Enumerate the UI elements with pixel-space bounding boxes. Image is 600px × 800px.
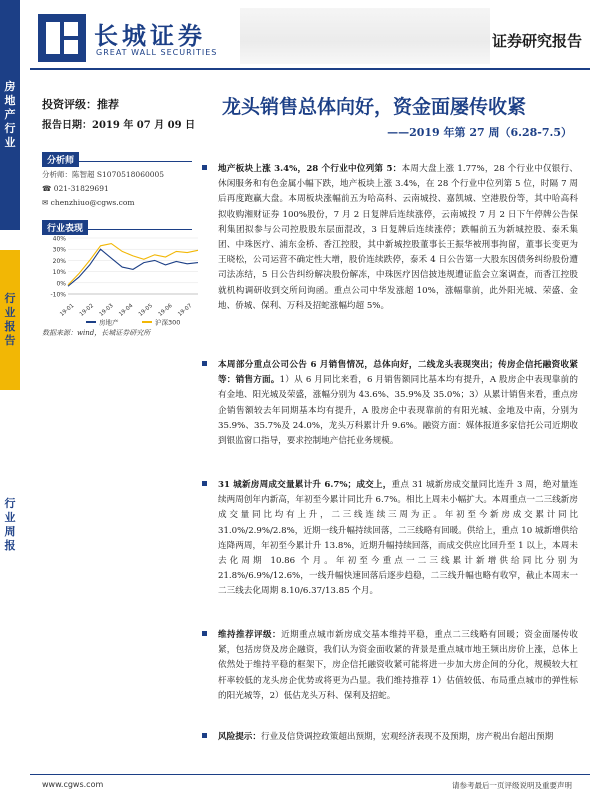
series-line-0	[68, 249, 198, 286]
brand-name-en: GREAT WALL SECURITIES	[96, 48, 218, 57]
bullet-icon	[202, 481, 207, 486]
chart-svg	[42, 232, 202, 328]
legend-label: 沪深300	[155, 318, 181, 327]
x-tick-label: 19-06	[157, 302, 174, 318]
x-tick-label: 19-07	[177, 302, 194, 318]
strip-label: 行业报告	[4, 292, 16, 347]
footer-disclaimer: 请参考最后一页评级说明及重要声明	[452, 781, 572, 790]
investment-rating: 投资评级：推荐	[42, 98, 119, 111]
y-tick-label: 10%	[52, 269, 66, 277]
performance-section-heading: 行业表现	[42, 216, 192, 230]
report-type-label: 证券研究报告	[491, 32, 582, 50]
x-tick-label: 19-01	[59, 302, 76, 318]
bullet-icon	[202, 361, 207, 366]
y-tick-label: 20%	[52, 257, 66, 265]
paragraph-sector-performance	[202, 162, 578, 314]
bullet-icon	[202, 631, 207, 636]
company-logo	[38, 14, 238, 64]
strip-segment-report	[0, 250, 20, 390]
paragraph-lead: 31 城新房周成交量累计升 6.7%；成交上，	[218, 480, 392, 490]
strip-segment-weekly	[0, 470, 20, 580]
paragraph-body: 重点 31 城新房成交量同比连升 3 周，绝对量连续两周创年内新高，年初至今累计同比升 6.7%。相比上周未小幅扩大。本周重点一二三线新房成交量同比均有上升，二三线连续三周为正。年初至今新房成交累计同比 31.0%/2.9%/2.8%，近期一线升幅持续回落，二三线略有回暖。供给上，重点 10 城新增供给连降两周，年初至今累计升 13.8%，近期升幅持续回落，而成交供应比回升至 1 以上，本周未去化周期 10.86 个月。年初至今重点一二三线累计新增供给同比分别为 21.8%/6.9%/12.6%，一线升幅快速回落后逐步趋稳，二三线升幅也略有收窄，截止本周末一二三线去化周期 8.10/6.37/13.85 个月。	[218, 480, 578, 597]
series-line-1	[68, 244, 198, 285]
paragraph-body: 行业及信贷调控政策超出预期，宏观经济表现不及预期，房产税出台超出预期	[260, 732, 554, 742]
report-title: 龙头销售总体向好，资金面屡传收紧	[222, 96, 527, 118]
bullet-icon	[202, 733, 207, 738]
footer-divider	[30, 774, 590, 775]
strip-segment-industry	[0, 0, 20, 230]
data-source-note: 数据来源：wind，长城证券研究所	[42, 329, 151, 337]
strip-label: 房地产行业	[4, 80, 16, 149]
bullet-icon	[202, 165, 207, 170]
paragraph-housing-volume	[202, 478, 578, 600]
great-wall-banner-image	[240, 8, 490, 64]
side-strip	[0, 0, 20, 800]
paragraph-rating	[202, 628, 578, 704]
paragraph-body: 近期重点城市新房成交基本维持平稳，重点二三线略有回暖；资金面屡传收紧，包括房贷及房企融资，我们认为资金面收紧的背景是重点城市地王频出房价上涨，总体上依然处于维持平稳的框架下，房企信托融资收紧可能将进一步加大房企间的分化，规模较大杠杆率较低的龙头房企优势或将更为凸显。我们维持推荐 1）估值较低、布局重点城市的弹性标的阳光城等，2）低估龙头万科、保利及招蛇。	[218, 630, 578, 701]
analyst-phone: ☎ 021-31829691	[42, 184, 109, 193]
brand-name-cn: 长城证券	[94, 21, 206, 50]
logo-mark-icon	[38, 14, 86, 62]
paragraph-lead: 地产板块上涨 3.4%，28 个行业中位列第 5：	[218, 164, 402, 174]
analyst-email: ✉ chenzhiuo@cgws.com	[42, 198, 135, 207]
y-tick-label: 30%	[52, 246, 66, 254]
report-subtitle: ——2019 年第 27 周（6.28-7.5）	[387, 126, 572, 139]
y-tick-label: -10%	[50, 291, 66, 299]
y-tick-label: 40%	[52, 235, 66, 243]
paragraph-body: 1）从 6 月同比来看，6 月销售额同比基本均有提升，A 股房企中表现靠前的有金地、阳光城及荣盛，涨幅分别为 43.6%、35.9%及 35.0%；3）从累计销售来看，重点房企销售额较去年同期基本均有提升，A 股房企中表现靠前的有阳光城、金地及中南，分别为 35.9%、35.7%及 24.0%，龙头万科累计升 9.6%。融资方面：媒体报道多家信托公司近期收到银监窗口指导，要求控制地产信托业务规模。	[218, 375, 578, 447]
analyst-info	[42, 168, 164, 210]
x-tick-label: 19-02	[78, 302, 95, 318]
industry-performance-chart	[42, 232, 202, 328]
strip-label: 行业周报	[4, 497, 16, 552]
x-tick-label: 19-04	[118, 302, 135, 318]
report-date: 报告日期：2019 年 07 月 09 日	[42, 120, 196, 131]
paragraph-lead: 本周部分重点公司公告 6 月销售情况，总体向好，二线龙头表现突出；传房企信托融资收紧等：销售方面。	[218, 360, 578, 386]
legend-label: 房地产	[99, 318, 119, 327]
x-tick-label: 19-05	[137, 302, 154, 318]
paragraph-lead: 维持推荐评级：	[218, 630, 282, 640]
paragraph-risk	[202, 730, 578, 745]
paragraph-company-sales	[202, 358, 578, 449]
analyst-name: 分析师：陈智超 S1070518060005	[42, 170, 165, 179]
x-tick-label: 19-03	[98, 302, 115, 318]
y-tick-label: 0%	[56, 280, 66, 288]
paragraph-body: 本周大盘上涨 1.77%，28 个行业中仅银行、休闲服务和有色金属小幅下跌，地产板块上涨 3.4%，在 28 个行业中位列第 5 位，时隔 7 周后再度跑赢大盘。本周板块涨幅前五为哈高科、云南城投、嘉凯城、空港股份等，其中哈高科拟收购湘财证券 100%股份，7 月 2 日复牌后连续涨停，云南城投 7 月 2 日下午停牌公告保利集团拟参与公司控股股东层面混改，3 日复牌后连续涨停；跌幅前五为新城控股、泰禾集团、中珠医疗、浦东金桥、香江控股，其中新城控股董事长王振华被刑事拘留，董事长变更为王晓松，公司运营不确定性大增，股价连续跌停，泰禾 4 日公告第一大股东因债务纠纷股份遭司法冻结，5 日公告纠纷解决股份解冻，中珠医疗因信披违规遭证监会立案调查，而香江控股就机构调研收到交所问询函。重点公司中华发涨超 10%，涨幅靠前，此外阳光城、荣盛、金地、侨城、保利、万科及招蛇涨幅均超 5%。	[218, 164, 578, 311]
header-divider	[30, 68, 590, 70]
footer-website: www.cgws.com	[42, 780, 104, 789]
analyst-section-heading: 分析师	[42, 148, 192, 162]
paragraph-lead: 风险提示：	[218, 732, 261, 742]
